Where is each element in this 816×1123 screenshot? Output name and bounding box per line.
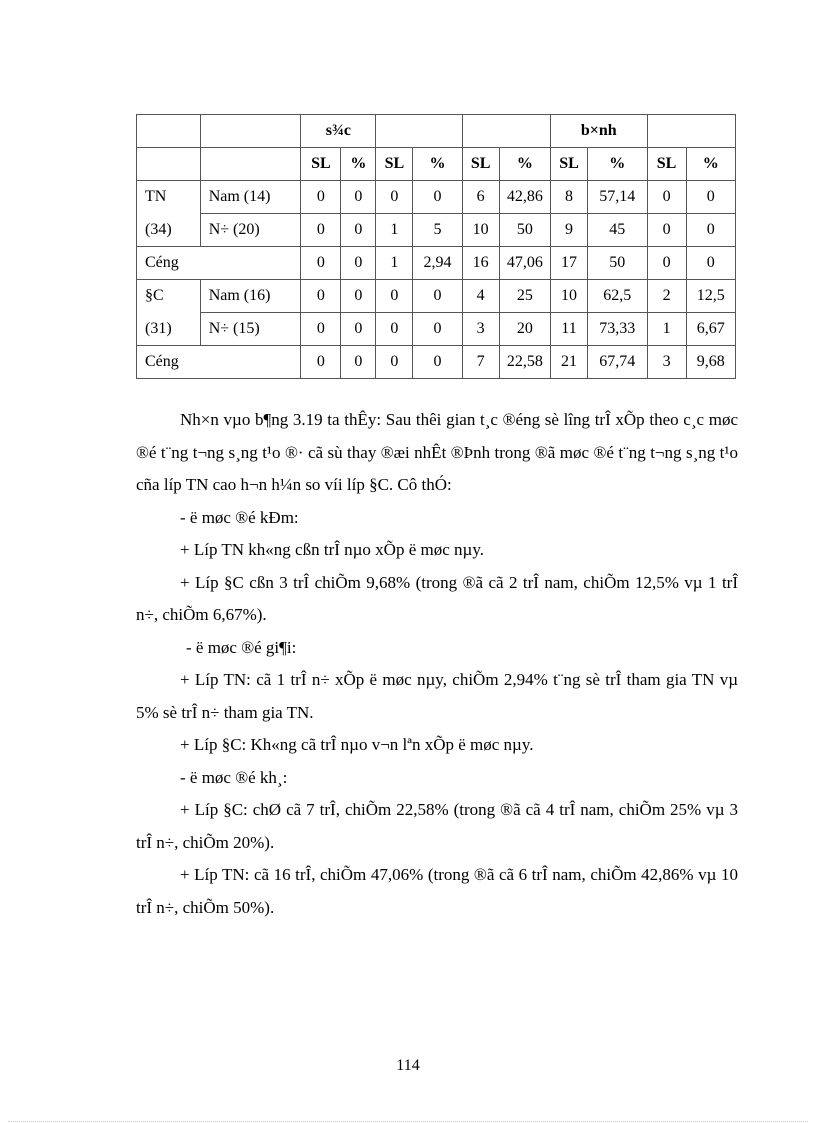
table-cell: 1 <box>376 247 413 280</box>
header-cell: SL <box>376 148 413 181</box>
table-cell: 0 <box>301 181 341 214</box>
page-number: 114 <box>396 1057 420 1074</box>
header-cell: SL <box>301 148 341 181</box>
table-cell: 47,06 <box>499 247 550 280</box>
header-row-1 <box>137 115 736 148</box>
table-cell: 5 <box>413 214 462 247</box>
paragraph: + Líp TN: cã 1 trÎ n÷ xÕp ë møc nµy, chiÕm 2,94% t¨ng sè trÎ tham gia TN vµ 5% sè trÎ n÷ tham gia TN. <box>136 670 738 722</box>
table-cell: 20 <box>499 313 550 346</box>
table-cell: 0 <box>376 346 413 379</box>
table-cell: 0 <box>341 313 376 346</box>
group-label: §C <box>137 280 201 313</box>
table-cell: 2,94 <box>413 247 462 280</box>
table-cell: 25 <box>499 280 550 313</box>
paragraph: + Líp §C cßn 3 trÎ chiÕm 9,68% (trong ®ã cã 2 trÎ nam, chiÕm 12,5% vµ 1 trÎ n÷, chiÕm 6,67%). <box>136 572 738 624</box>
table-row <box>137 181 736 214</box>
table-cell: 0 <box>341 181 376 214</box>
table-cell: 22,58 <box>499 346 550 379</box>
table-cell: 0 <box>376 280 413 313</box>
table-cell: 0 <box>341 346 376 379</box>
row-label: Céng <box>137 346 301 379</box>
body-text <box>136 404 738 924</box>
paragraph: - ë møc ®é gi¶i: <box>186 637 297 657</box>
table-cell: 45 <box>587 214 647 247</box>
header-cell: s¾c <box>301 115 376 148</box>
table-cell: 0 <box>376 181 413 214</box>
empty-cell <box>137 148 201 181</box>
header-cell: % <box>413 148 462 181</box>
table-row <box>137 280 736 313</box>
header-cell: % <box>587 148 647 181</box>
results-table <box>136 114 736 379</box>
header-cell: SL <box>462 148 499 181</box>
table-cell: 0 <box>413 181 462 214</box>
table-total-row <box>137 346 736 379</box>
table-total-row <box>137 247 736 280</box>
table-cell: 3 <box>647 346 686 379</box>
table-cell: 11 <box>551 313 588 346</box>
table-cell: 10 <box>551 280 588 313</box>
table-cell: 4 <box>462 280 499 313</box>
table-cell: 73,33 <box>587 313 647 346</box>
table-cell: 0 <box>301 346 341 379</box>
table-cell: 57,14 <box>587 181 647 214</box>
table-cell: 8 <box>551 181 588 214</box>
group-label: (34) <box>137 214 201 247</box>
page-edge-divider <box>8 1121 808 1122</box>
header-cell <box>376 115 462 148</box>
row-label: N÷ (20) <box>200 214 301 247</box>
table-cell: 9,68 <box>686 346 735 379</box>
header-cell <box>200 115 301 148</box>
row-label: Nam (16) <box>200 280 301 313</box>
table-cell: 0 <box>301 280 341 313</box>
table-cell: 0 <box>301 247 341 280</box>
header-cell <box>647 115 735 148</box>
header-row-2 <box>137 148 736 181</box>
table-cell: 12,5 <box>686 280 735 313</box>
table-cell: 17 <box>551 247 588 280</box>
table-cell: 10 <box>462 214 499 247</box>
table-cell: 0 <box>686 214 735 247</box>
table-cell: 1 <box>376 214 413 247</box>
table-cell: 0 <box>301 313 341 346</box>
table-row <box>137 214 736 247</box>
header-cell: b×nh <box>551 115 648 148</box>
table-cell: 9 <box>551 214 588 247</box>
paragraph: + Líp TN kh«ng cßn trÎ nµo xÕp ë møc nµy. <box>180 540 484 559</box>
row-label: Céng <box>137 247 301 280</box>
table-cell: 6 <box>462 181 499 214</box>
header-cell: SL <box>551 148 588 181</box>
table-cell: 3 <box>462 313 499 346</box>
paragraph: + Líp §C: chØ cã 7 trÎ, chiÕm 22,58% (trong ®ã cã 4 trÎ nam, chiÕm 25% vµ 3 trÎ n÷, chiÕm 20%). <box>136 800 738 852</box>
table-cell: 50 <box>587 247 647 280</box>
table-cell: 50 <box>499 214 550 247</box>
paragraph: + Líp §C: Kh«ng cã trÎ nµo v¬n lªn xÕp ë møc nµy. <box>180 735 534 754</box>
header-cell: % <box>686 148 735 181</box>
header-cell: % <box>499 148 550 181</box>
table-cell: 0 <box>376 313 413 346</box>
table-cell: 0 <box>647 214 686 247</box>
header-cell <box>462 115 550 148</box>
group-label: TN <box>137 181 201 214</box>
table-cell: 67,74 <box>587 346 647 379</box>
table-cell: 0 <box>341 214 376 247</box>
row-label: N÷ (15) <box>200 313 301 346</box>
paragraph: Nh×n vµo b¶ng 3.19 ta thÊy: Sau thêi gian t¸c ®éng sè lîng trÎ xÕp theo c¸c møc ®é t¨ng t¬ng s¸ng t¹o ®· cã sù thay ®æi nhÊt ®Þnh trong ®ã møc ®é t¨ng t¬ng s¸ng t¹o cña líp TN cao h¬n h¼n so víi líp §C. Cô thÓ: <box>136 410 738 494</box>
table-cell: 0 <box>341 280 376 313</box>
table-cell: 0 <box>686 247 735 280</box>
table-cell: 16 <box>462 247 499 280</box>
table-cell: 0 <box>413 280 462 313</box>
header-cell: % <box>341 148 376 181</box>
table-row <box>137 313 736 346</box>
row-label: Nam (14) <box>200 181 301 214</box>
paragraph: + Líp TN: cã 16 trÎ, chiÕm 47,06% (trong ®ã cã 6 trÎ nam, chiÕm 42,86% vµ 10 trÎ n÷, chiÕm 50%). <box>136 865 738 917</box>
table-cell: 0 <box>686 181 735 214</box>
header-cell: SL <box>647 148 686 181</box>
table-cell: 1 <box>647 313 686 346</box>
paragraph: - ë møc ®é kh¸: <box>180 767 288 787</box>
table-cell: 0 <box>341 247 376 280</box>
table-cell: 6,67 <box>686 313 735 346</box>
table-cell: 7 <box>462 346 499 379</box>
group-label: (31) <box>137 313 201 346</box>
empty-cell <box>200 148 301 181</box>
table-cell: 62,5 <box>587 280 647 313</box>
table-cell: 2 <box>647 280 686 313</box>
table-cell: 0 <box>413 346 462 379</box>
table-cell: 42,86 <box>499 181 550 214</box>
header-cell <box>137 115 201 148</box>
table-cell: 0 <box>413 313 462 346</box>
paragraph: - ë møc ®é kÐm: <box>180 507 299 527</box>
table-cell: 0 <box>647 181 686 214</box>
table-cell: 0 <box>301 214 341 247</box>
table-cell: 21 <box>551 346 588 379</box>
table-cell: 0 <box>647 247 686 280</box>
